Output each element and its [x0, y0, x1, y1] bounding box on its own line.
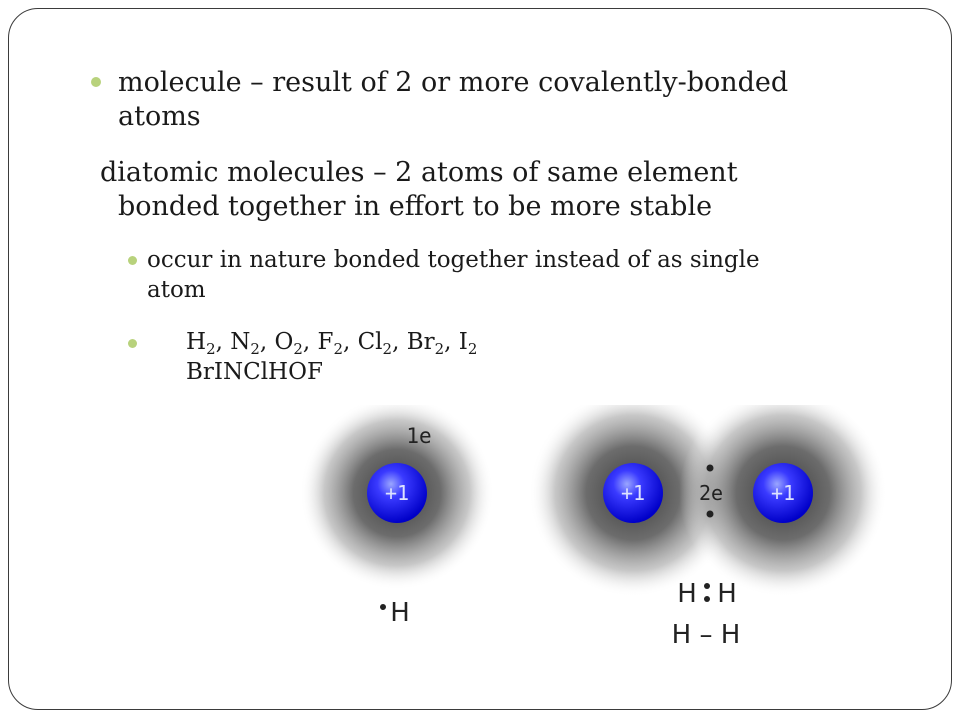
- shared-electron-dot: [707, 511, 714, 518]
- formula-h2: $H_2$,: [186, 329, 231, 359]
- lewis-h-left: H: [677, 579, 697, 609]
- nucleus-charge-left: +1: [620, 481, 646, 505]
- formula-i2: $I_2$: [458, 329, 478, 359]
- para-diatomic-line2: bonded together in effort to be more stable: [118, 191, 713, 222]
- formula-o2: $O_2$,: [274, 329, 318, 359]
- lewis-h-right: H: [717, 579, 737, 609]
- sub-bullet-formulas: [186, 327, 786, 387]
- lewis-dot-icon: [380, 604, 386, 610]
- formula-f2: $F_2$,: [317, 329, 358, 359]
- formula-br2: $Br_2$,: [406, 329, 459, 359]
- electron-label-1e: 1e: [406, 424, 432, 448]
- bullet-dot: [91, 77, 101, 87]
- lewis-colon-dot: [704, 583, 710, 589]
- mnemonic: BrINClHOF: [186, 359, 323, 385]
- nucleus-charge-single: +1: [384, 481, 410, 505]
- bullet-molecule-line2: atoms: [118, 101, 201, 132]
- hydrogen-bonding-diagram: [300, 405, 900, 665]
- shared-electron-dot: [707, 465, 714, 472]
- sub-bullet-dot: [128, 339, 137, 348]
- lewis-colon-dot: [704, 596, 710, 602]
- formula-cl2: $Cl_2$,: [357, 329, 407, 359]
- sub-bullet-dot: [128, 256, 137, 265]
- structural-formula: H – H: [671, 620, 741, 650]
- para-diatomic-line1: diatomic molecules – 2 atoms of same element: [100, 157, 738, 188]
- bullet-molecule-line1: molecule – result of 2 or more covalently-bonded: [118, 67, 789, 98]
- formula-n2: $N_2$,: [230, 329, 275, 359]
- lewis-h-single: H: [390, 598, 410, 628]
- sub-bullet-occur-line2: atom: [147, 277, 206, 303]
- para-diatomic: [100, 156, 920, 224]
- formula-list: [186, 327, 786, 357]
- nucleus-charge-right: +1: [770, 481, 796, 505]
- shared-electrons-label: 2e: [698, 481, 724, 505]
- sub-bullet-occur-line1: occur in nature bonded together instead of as single: [147, 247, 760, 273]
- sub-bullet-occur: [147, 245, 907, 305]
- bullet-molecule: [118, 66, 918, 134]
